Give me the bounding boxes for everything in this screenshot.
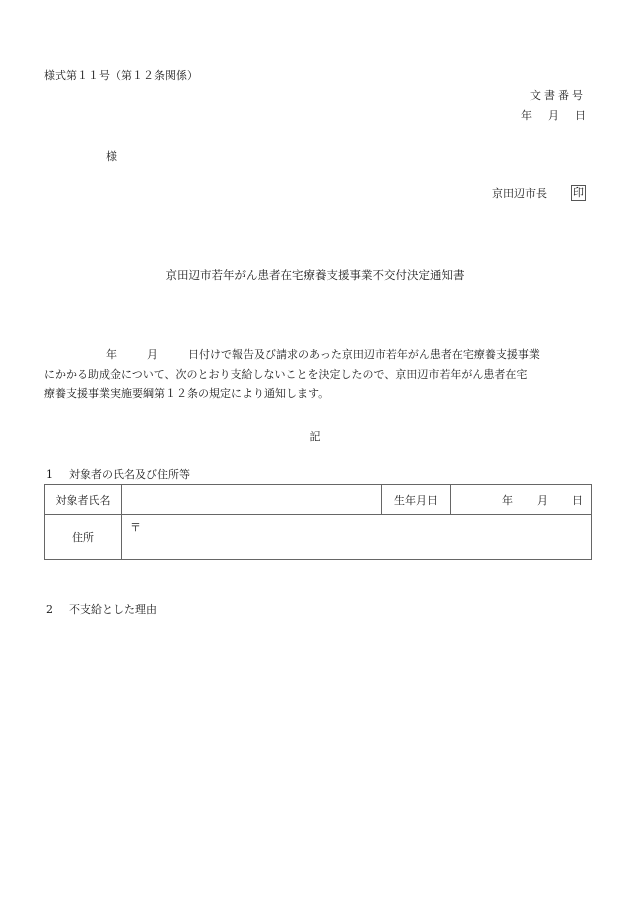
document-title: 京田辺市若年がん患者在宅療養支援事業不交付決定通知書 — [165, 268, 465, 282]
dob-value-field[interactable] — [451, 485, 592, 515]
section2-title: 不支給とした理由 — [69, 603, 157, 616]
section1-title: 対象者の氏名及び住所等 — [69, 468, 190, 481]
table-row — [45, 515, 592, 560]
section2-number: 2 — [46, 603, 53, 616]
section1-heading — [46, 466, 190, 482]
body-date-year: 年 — [106, 348, 117, 361]
body-paragraph — [44, 345, 592, 404]
ki-note-heading: 記 — [309, 430, 321, 443]
name-label: 対象者氏名 — [45, 485, 122, 515]
name-value-field[interactable] — [122, 485, 382, 515]
recipient-info-table — [44, 484, 592, 560]
dob-month: 月 — [537, 493, 548, 507]
dob-year: 年 — [502, 493, 513, 507]
dob-day: 日 — [572, 493, 583, 507]
form-number: 様式第１１号（第１２条関係） — [44, 69, 198, 82]
document-number-label: 文書番号 — [530, 89, 586, 102]
dob-label: 生年月日 — [382, 485, 451, 515]
section1-number: 1 — [46, 468, 53, 481]
body-line3: 療養支援事業実施要綱第１２条の規定により通知します。 — [44, 387, 330, 400]
body-date-month: 月 — [147, 348, 158, 361]
addressee-honorific: 様 — [106, 150, 117, 163]
issuer-name: 京田辺市長 — [492, 187, 547, 200]
postal-mark-icon: 〒 — [130, 521, 141, 534]
section2-heading — [46, 601, 157, 617]
table-row — [45, 485, 592, 515]
address-label: 住所 — [45, 515, 122, 560]
header-date — [521, 107, 586, 123]
body-line2: にかかる助成金について、次のとおり支給しないことを決定したので、京田辺市若年がん患者在宅 — [44, 367, 528, 381]
seal-stamp-icon: 印 — [573, 186, 584, 199]
body-line1: 日付けで報告及び請求のあった京田辺市若年がん患者在宅療養支援事業 — [188, 348, 540, 361]
issuer-block — [492, 185, 586, 201]
header-date-day: 日 — [575, 109, 586, 122]
header-date-month: 月 — [548, 109, 559, 122]
header-date-year: 年 — [521, 109, 532, 122]
address-value-field[interactable] — [122, 515, 592, 560]
